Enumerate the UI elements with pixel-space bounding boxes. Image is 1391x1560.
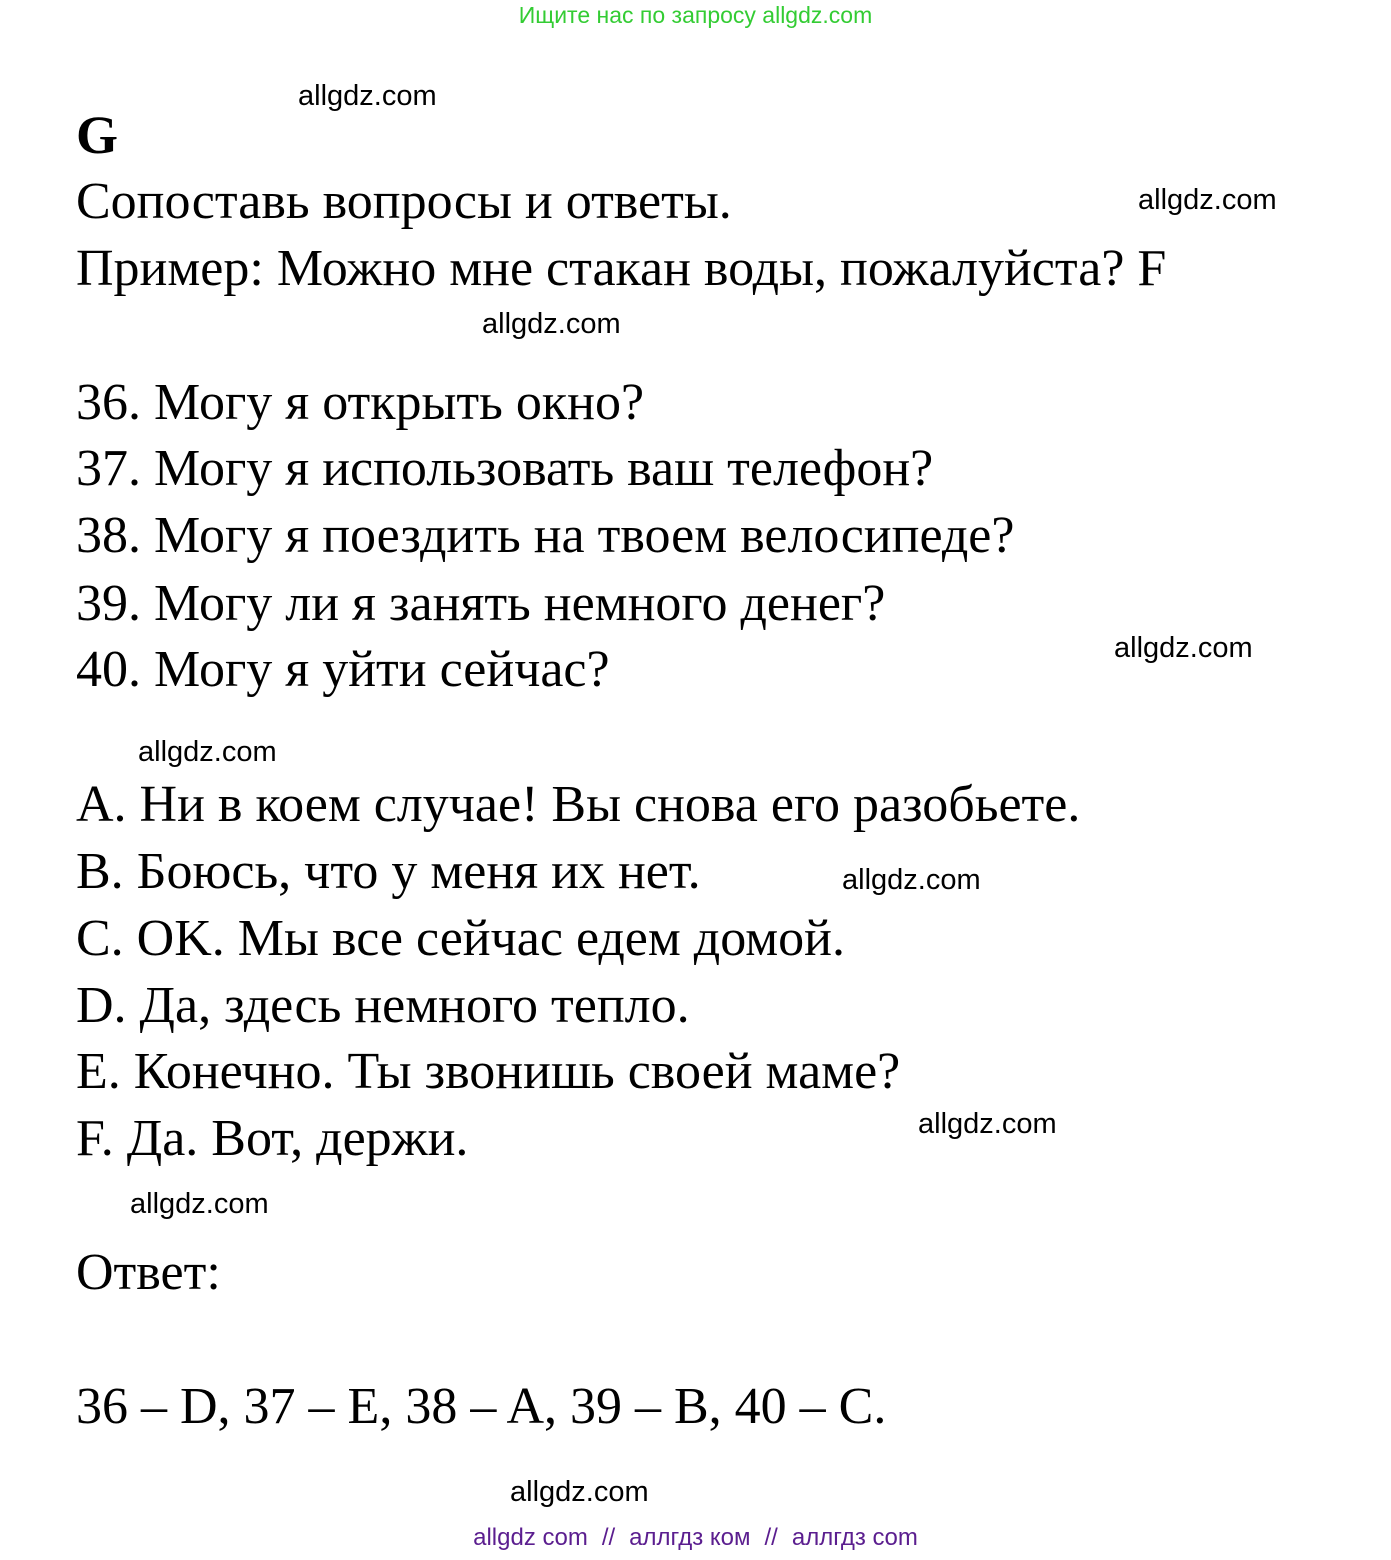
- question-37: 37. Могу я использовать ваш телефон?: [76, 440, 934, 497]
- footer-separator: //: [764, 1524, 778, 1551]
- watermark: allgdz.com: [918, 1108, 1057, 1140]
- watermark: allgdz.com: [482, 308, 621, 340]
- answer-d: D. Да, здесь немного тепло.: [76, 977, 690, 1034]
- result-value: 36 – D, 37 – E, 38 – A, 39 – B, 40 – C.: [76, 1378, 887, 1435]
- question-39: 39. Могу ли я занять немного денег?: [76, 575, 886, 632]
- watermark: allgdz.com: [510, 1476, 649, 1508]
- answer-e: E. Конечно. Ты звонишь своей маме?: [76, 1043, 901, 1100]
- question-36: 36. Могу я открыть окно?: [76, 374, 645, 431]
- footer-link[interactable]: аллгдз com: [791, 1524, 918, 1551]
- footer-links: [0, 1524, 1391, 1552]
- result-label: Ответ:: [76, 1244, 221, 1301]
- footer-link[interactable]: allgdz com: [473, 1524, 588, 1551]
- exercise-letter: G: [76, 105, 119, 165]
- footer-separator: //: [601, 1524, 616, 1551]
- exercise-example: Пример: Можно мне стакан воды, пожалуйста? F: [76, 240, 1167, 297]
- answer-a: A. Ни в коем случае! Вы снова его разобьете.: [76, 776, 1081, 833]
- watermark: allgdz.com: [130, 1188, 269, 1220]
- watermark: allgdz.com: [1138, 184, 1277, 216]
- question-38: 38. Могу я поездить на твоем велосипеде?: [76, 507, 1015, 564]
- footer-link[interactable]: аллгдз ком: [629, 1524, 751, 1551]
- question-40: 40. Могу я уйти сейчас?: [76, 641, 610, 698]
- watermark: allgdz.com: [842, 864, 981, 896]
- answer-c: C. OK. Мы все сейчас едем домой.: [76, 910, 845, 967]
- watermark: allgdz.com: [298, 80, 437, 112]
- exercise-instruction: Сопоставь вопросы и ответы.: [76, 173, 732, 230]
- answer-b: B. Боюсь, что у меня их нет.: [76, 843, 701, 900]
- watermark: allgdz.com: [138, 736, 277, 768]
- answer-f: F. Да. Вот, держи.: [76, 1110, 469, 1167]
- watermark: allgdz.com: [1114, 632, 1253, 664]
- top-banner: Ищите нас по запросу allgdz.com: [518, 2, 873, 28]
